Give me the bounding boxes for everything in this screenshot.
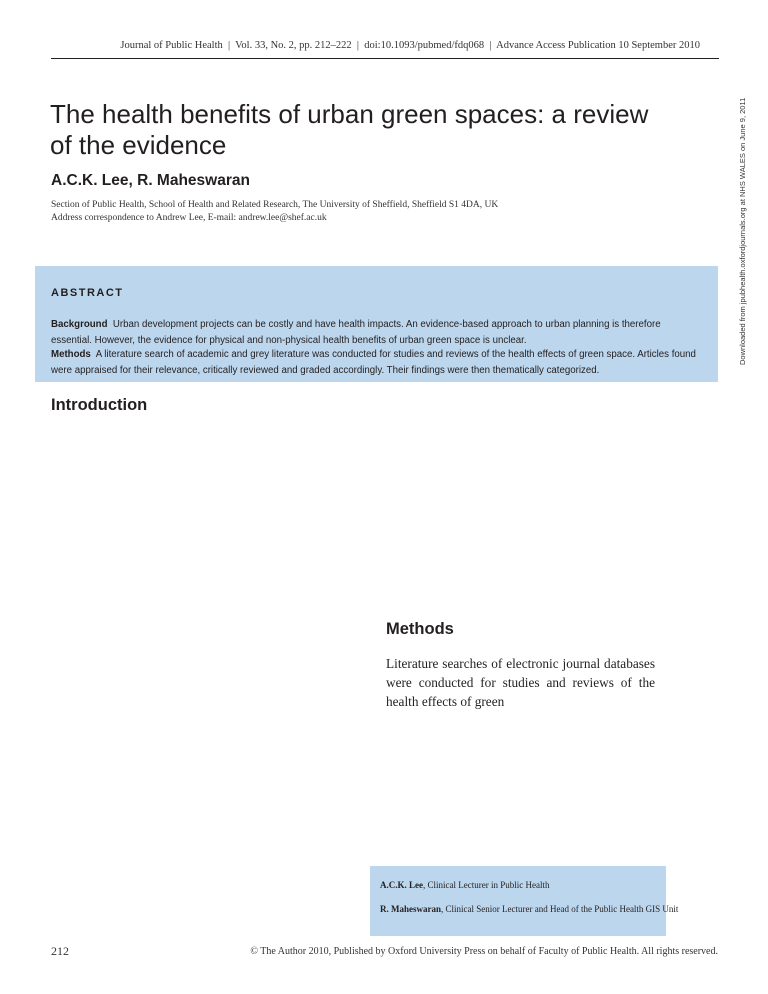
publication-date: Advance Access Publication 10 September 2010 (496, 40, 700, 51)
methods-text: A literature search of academic and grey literature was conducted for studies and reviews of the health effects of green space. Articles found were appraised for their relevance, critically reviewed and graded accordingly. Their findings were then thematically categorized. (51, 349, 696, 376)
abstract-methods (51, 347, 701, 379)
author-note-2-role: , Clinical Senior Lecturer and Head of the Public Health GIS Unit (441, 904, 679, 914)
doi-link[interactable]: doi:10.1093/pubmed/fdq068 (364, 40, 485, 51)
author-affiliation (51, 199, 498, 224)
background-text: Urban development projects can be costly and have health impacts. An evidence-based approach to urban planning is therefore essential. However, the evidence for physical and non-physical health benefits of urban green space is unclear. (51, 319, 661, 346)
methods-paragraph: Literature searches of electronic journal databases were conducted for studies and reviews of the health effects of green (386, 656, 655, 709)
affiliation-line: Section of Public Health, School of Health and Related Research, The University of Sheffield, Sheffield S1 4DA, UK (51, 200, 499, 210)
article-authors: A.C.K. Lee, R. Maheswaran (51, 172, 250, 189)
copyright-notice: © The Author 2010, Published by Oxford University Press on behalf of Faculty of Public Health. All rights reserved. (250, 946, 718, 957)
abstract-background (51, 317, 701, 349)
download-note-text: Downloaded from jpubhealth.oxfordjournals.org at NHS WALES on June 9, 2011 (738, 97, 747, 365)
abstract-heading: ABSTRACT (51, 287, 124, 299)
article-title: The health benefits of urban green spaces: a review of the evidence (50, 99, 649, 160)
methods-label: Methods (51, 349, 91, 360)
author-notes-box (370, 866, 666, 936)
author-note-2 (380, 904, 678, 914)
correspondence-line: Address correspondence to Andrew Lee, E-mail: andrew.lee@shef.ac.uk (51, 212, 327, 223)
journal-header: Journal of Public Health | Vol. 33, No. 2, pp. 212–222 | doi:10.1093/pubmed/fdq068 | Advance Access Publication 10 September 2010 (120, 40, 700, 51)
background-label: Background (51, 319, 108, 330)
author-note-2-name: R. Maheswaran (380, 904, 441, 914)
page-number: 212 (51, 944, 69, 958)
author-note-1 (380, 880, 549, 890)
header-divider (51, 58, 719, 59)
section-heading-methods: Methods (386, 620, 454, 638)
section-heading-introduction: Introduction (51, 396, 148, 414)
author-note-1-role: , Clinical Lecturer in Public Health (423, 880, 550, 890)
journal-volume: Vol. 33, No. 2, pp. 212–222 (235, 40, 352, 51)
author-note-1-name: A.C.K. Lee (380, 880, 423, 890)
journal-name: Journal of Public Health (120, 40, 223, 51)
